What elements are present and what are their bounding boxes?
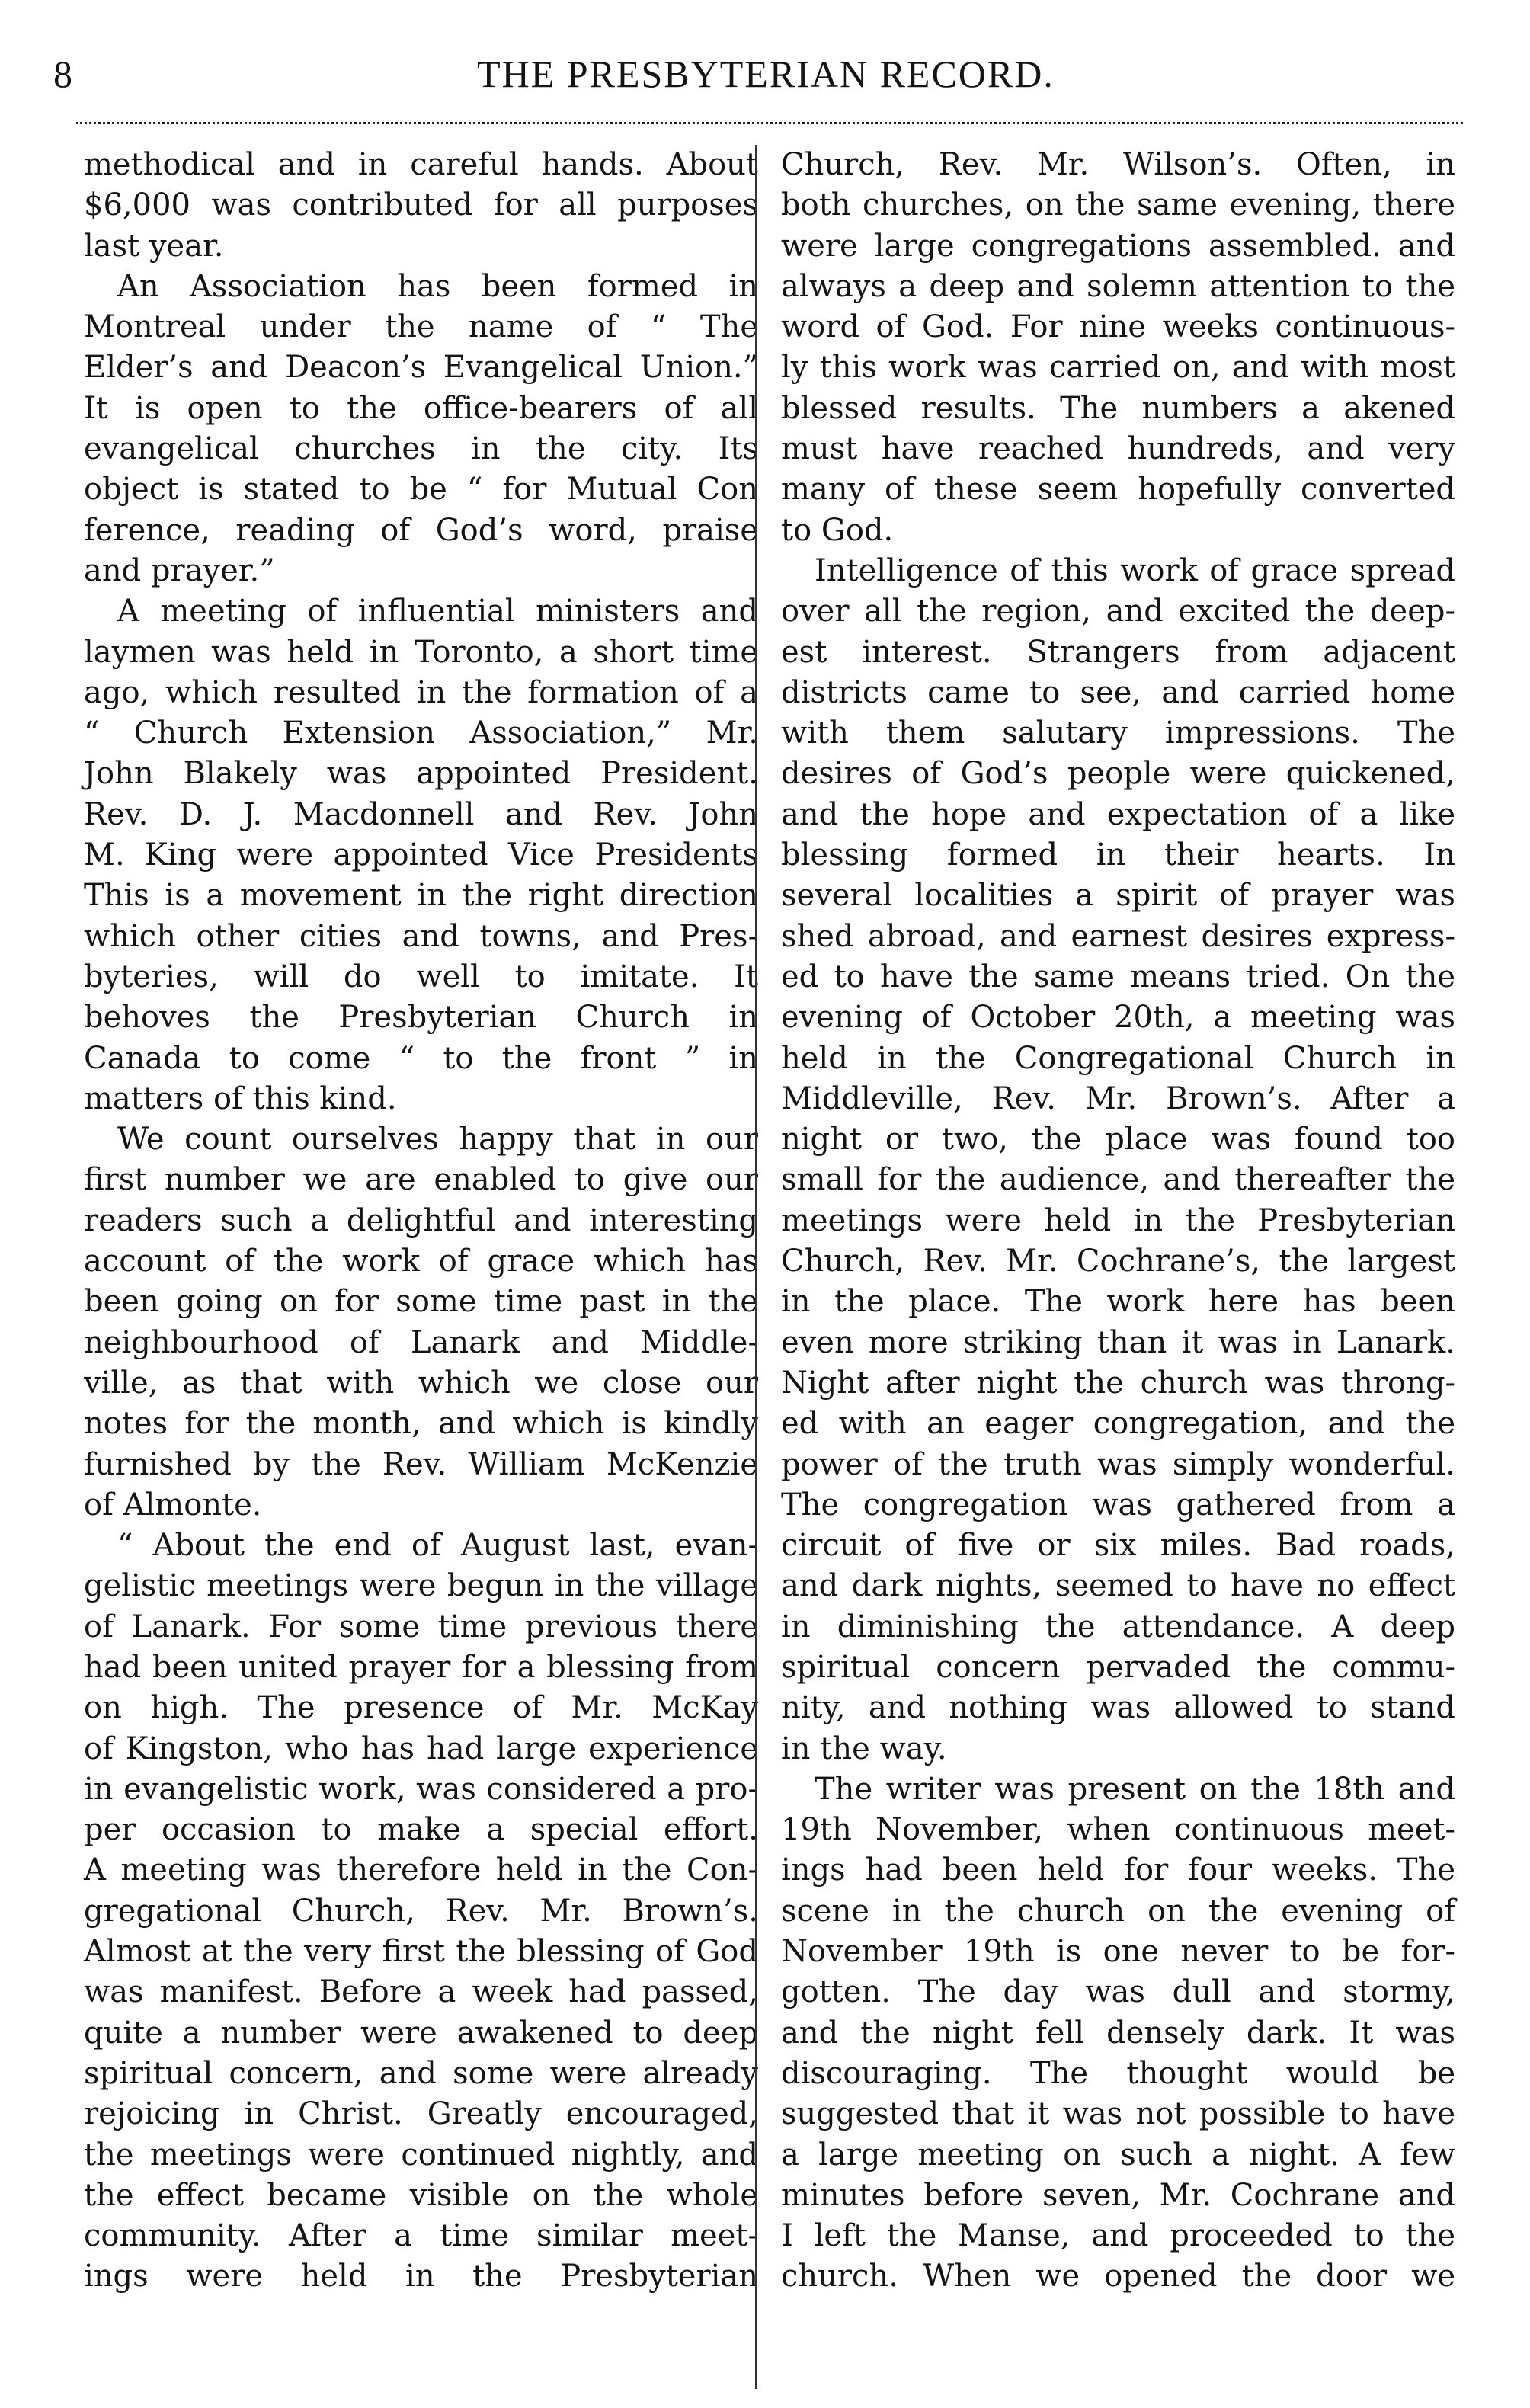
text-line: and the hope and expectation of a like — [781, 796, 1455, 832]
text-line: neighbourhood of Lanark and Middle- — [84, 1324, 758, 1360]
text-line: 19th November, when continuous meet- — [781, 1812, 1455, 1848]
text-line: ed to have the same means tried. On the — [781, 959, 1455, 994]
text-line: I left the Manse, and proceeded to the — [781, 2218, 1455, 2254]
text-line: on high. The presence of Mr. McKay — [84, 1690, 758, 1726]
text-line: methodical and in careful hands. About — [84, 147, 758, 182]
text-line: A meeting was therefore held in the Con- — [84, 1852, 758, 1888]
text-line: was manifest. Before a week had passed, — [84, 1974, 758, 2010]
text-line: spiritual concern pervaded the commu- — [781, 1649, 1455, 1685]
text-line: night or two, the place was found too — [781, 1122, 1455, 1158]
text-line: Church, Rev. Mr. Wilson’s. Often, in — [781, 147, 1455, 182]
text-line: districts came to see, and carried home — [781, 674, 1455, 710]
text-line: Rev. D. J. Macdonnell and Rev. John — [84, 796, 758, 832]
text-line: gregational Church, Rev. Mr. Brown’s. — [84, 1893, 758, 1929]
text-line: readers such a delightful and interesting — [84, 1202, 758, 1238]
text-line: “ Church Extension Association,” Mr. — [84, 716, 758, 751]
text-line: byteries, will do well to imitate. It — [84, 959, 758, 994]
column-divider — [755, 145, 757, 2389]
text-line: ago, which resulted in the formation of a — [84, 674, 758, 710]
text-line: The congregation was gathered from a — [781, 1487, 1455, 1523]
text-line: $6,000 was contributed for all purposes — [84, 187, 758, 223]
right-column — [781, 145, 1455, 2298]
text-line: “ About the end of August last, evan- — [117, 1528, 758, 1564]
header-rule — [76, 122, 1463, 124]
text-line: discouraging. The thought would be — [781, 2055, 1455, 2091]
text-line: meetings were held in the Presbyterian — [781, 1202, 1455, 1238]
text-line: An Association has been formed in — [117, 268, 758, 304]
text-line: Intelligence of this work of grace spread — [815, 552, 1455, 588]
text-line: The writer was present on the 18th and — [815, 1771, 1455, 1807]
text-line: November 19th is one never to be for- — [781, 1934, 1455, 1970]
text-line: must have reached hundreds, and very — [781, 431, 1455, 467]
text-line: gotten. The day was dull and stormy, — [781, 1974, 1455, 2010]
text-line: ings had been held for four weeks. The — [781, 1852, 1455, 1888]
text-line: circuit of five or six miles. Bad roads, — [781, 1528, 1455, 1564]
text-line: of Lanark. For some time previous there — [84, 1609, 758, 1644]
text-line: of Kingston, who has had large experience — [84, 1731, 758, 1766]
text-line: both churches, on the same evening, there — [781, 187, 1455, 223]
text-line: in evangelistic work, was considered a pro- — [84, 1771, 758, 1807]
text-line: over all the region, and excited the deep- — [781, 594, 1455, 629]
text-line: to God. — [781, 512, 894, 548]
text-line: which other cities and towns, and Pres- — [84, 918, 758, 954]
text-line: in diminishing the attendance. A deep — [781, 1609, 1455, 1644]
text-line: last year. — [84, 228, 224, 264]
text-line: Canada to come “ to the front ” in — [84, 1040, 758, 1076]
page-header — [53, 44, 1478, 117]
text-line: shed abroad, and earnest desires express- — [781, 918, 1455, 954]
text-line: held in the Congregational Church in — [781, 1040, 1455, 1076]
text-line: suggested that it was not possible to have — [781, 2096, 1455, 2132]
text-line: in the place. The work here has been — [781, 1284, 1455, 1320]
text-line: always a deep and solemn attention to the — [781, 268, 1455, 304]
left-column — [84, 145, 758, 2298]
text-line: the effect became visible on the whole — [84, 2177, 758, 2213]
text-line: blessing formed in their hearts. In — [781, 837, 1455, 873]
text-line: a large meeting on such a night. A few — [781, 2137, 1455, 2173]
text-line: with them salutary impressions. The — [781, 716, 1455, 751]
text-line: church. When we opened the door we — [781, 2259, 1455, 2294]
text-line: nity, and nothing was allowed to stand — [781, 1690, 1455, 1726]
text-line: scene in the church on the evening of — [781, 1893, 1455, 1929]
text-line: the meetings were continued nightly, and — [84, 2137, 758, 2173]
text-line: evening of October 20th, a meeting was — [781, 1000, 1455, 1036]
text-line: rejoicing in Christ. Greatly encouraged, — [84, 2096, 758, 2132]
text-line: community. After a time similar meet- — [84, 2218, 758, 2254]
text-line: been going on for some time past in the — [84, 1284, 758, 1320]
text-line: est interest. Strangers from adjacent — [781, 634, 1455, 670]
text-line: even more striking than it was in Lanark. — [781, 1324, 1455, 1360]
text-line: gelistic meetings were begun in the village — [84, 1568, 758, 1604]
text-line: A meeting of influential ministers and — [117, 594, 758, 629]
running-head-title: THE PRESBYTERIAN RECORD. — [477, 53, 1055, 95]
text-line: desires of God’s people were quickened, — [781, 756, 1455, 792]
text-line: Night after night the church was throng- — [781, 1365, 1455, 1401]
text-line: power of the truth was simply wonderful. — [781, 1446, 1455, 1482]
text-line: ly this work was carried on, and with most — [781, 350, 1455, 386]
text-line: We count ourselves happy that in our — [117, 1122, 758, 1158]
text-line: word of God. For nine weeks continuous- — [781, 309, 1455, 345]
text-line: M. King were appointed Vice Presidents — [84, 837, 758, 873]
text-line: ings were held in the Presbyterian — [84, 2259, 758, 2294]
text-line: spiritual concern, and some were already — [84, 2055, 758, 2091]
text-line: and prayer.” — [84, 552, 275, 588]
text-line: first number we are enabled to give our — [84, 1162, 758, 1198]
text-line: Elder’s and Deacon’s Evangelical Union.” — [84, 350, 758, 386]
page-number: 8 — [53, 53, 72, 95]
text-line: Church, Rev. Mr. Cochrane’s, the largest — [781, 1244, 1455, 1279]
text-line: notes for the month, and which is kindly — [84, 1406, 758, 1442]
text-line: per occasion to make a special effort. — [84, 1812, 758, 1848]
text-line: Almost at the very first the blessing of God — [84, 1934, 758, 1970]
text-line: evangelical churches in the city. Its — [84, 431, 758, 467]
text-line: object is stated to be “ for Mutual Con — [84, 472, 758, 508]
text-line: It is open to the office-bearers of all — [84, 390, 758, 426]
text-line: many of these seem hopefully converted — [781, 472, 1455, 508]
text-line: John Blakely was appointed President. — [84, 756, 758, 792]
text-line: small for the audience, and thereafter the — [781, 1162, 1455, 1198]
text-line: minutes before seven, Mr. Cochrane and — [781, 2177, 1455, 2213]
text-line: furnished by the Rev. William McKenzie — [84, 1446, 758, 1482]
text-line: ference, reading of God’s word, praise — [84, 512, 758, 548]
text-line: quite a number were awakened to deep — [84, 2015, 758, 2051]
text-line: had been united prayer for a blessing from — [84, 1649, 758, 1685]
text-line: and dark nights, seemed to have no effect — [781, 1568, 1455, 1604]
text-line: of Almonte. — [84, 1487, 262, 1523]
text-line: Middleville, Rev. Mr. Brown’s. After a — [781, 1081, 1455, 1116]
text-line: and the night fell densely dark. It was — [781, 2015, 1455, 2051]
text-line: behoves the Presbyterian Church in — [84, 1000, 758, 1036]
text-line: ed with an eager congregation, and the — [781, 1406, 1455, 1442]
text-line: in the way. — [781, 1731, 947, 1766]
text-line: matters of this kind. — [84, 1081, 397, 1116]
text-line: laymen was held in Toronto, a short time — [84, 634, 758, 670]
text-line: were large congregations assembled. and — [781, 228, 1455, 264]
text-line: blessed results. The numbers a akened — [781, 390, 1455, 426]
text-line: Montreal under the name of “ The — [84, 309, 758, 345]
text-line: several localities a spirit of prayer was — [781, 878, 1455, 914]
text-line: account of the work of grace which has — [84, 1244, 758, 1279]
text-line: This is a movement in the right direction — [84, 878, 758, 914]
text-line: ville, as that with which we close our — [84, 1365, 758, 1401]
